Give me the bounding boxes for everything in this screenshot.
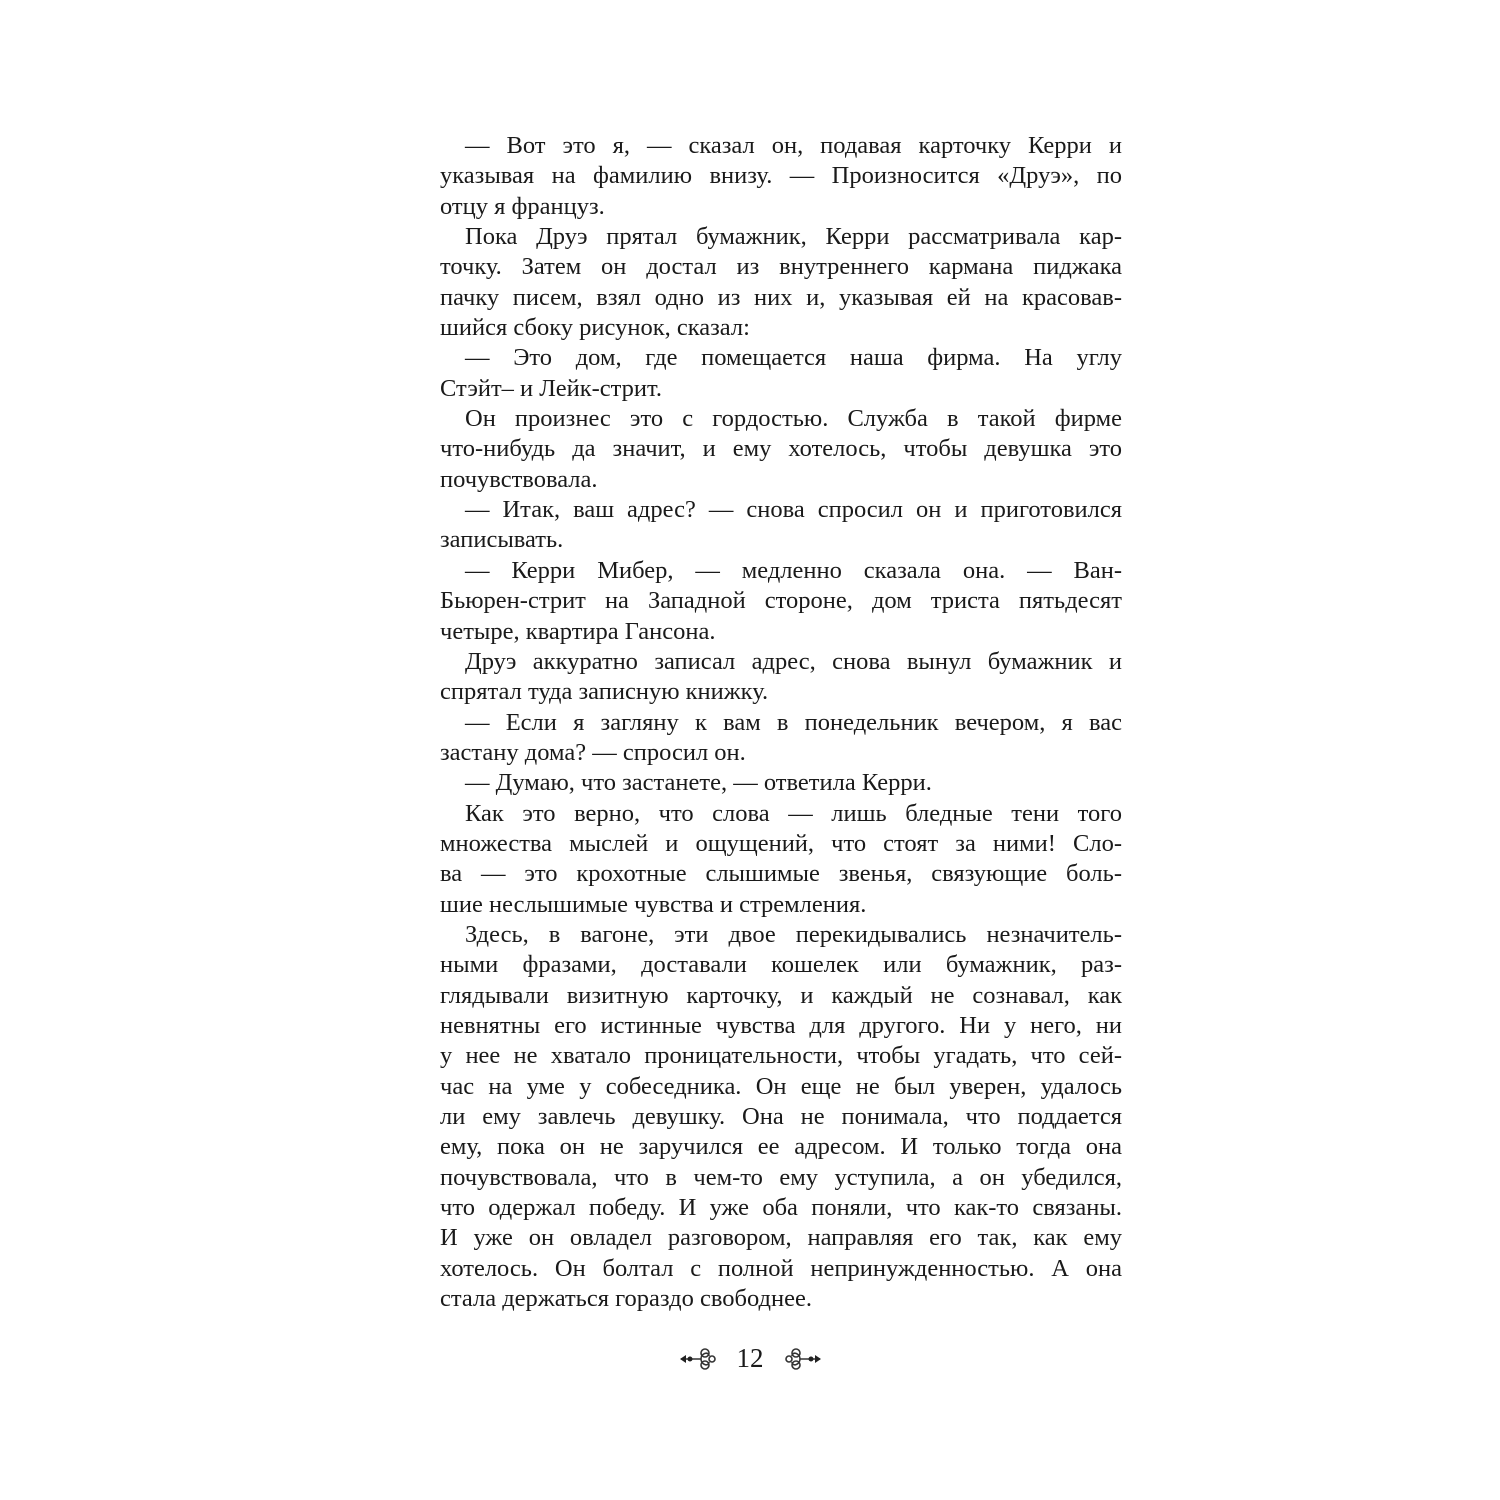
text-line: ными фразами, доставали кошелек или бумажник, раз- — [440, 951, 1122, 979]
fleuron-right-icon — [778, 1347, 822, 1371]
paragraph — [440, 556, 1122, 647]
page-number: 12 — [736, 1343, 764, 1373]
text-line: множества мыслей и ощущений, что стоят за ними! Сло- — [440, 829, 1122, 857]
paragraph — [440, 343, 1122, 404]
text-line: ва — это крохотные слышимые звенья, связующие боль- — [440, 860, 1122, 888]
text-line: ли ему завлечь девушку. Она не понимала, что поддается — [440, 1103, 1122, 1130]
text-line: — Думаю, что застанете, — ответила Керри. — [465, 769, 932, 797]
text-line: глядывали визитную карточку, и каждый не сознавал, как — [440, 981, 1122, 1009]
text-line: что-нибудь да значит, и ему хотелось, чтобы девушка это — [440, 435, 1122, 463]
text-line: пачку писем, взял одно из них и, указывая ей на красовав- — [440, 283, 1122, 311]
text-line: — Если я загляну к вам в понедельник вечером, я вас — [465, 708, 1122, 736]
paragraph — [440, 404, 1122, 495]
text-line: хотелось. Он болтал с полной непринужденностью. А она — [440, 1254, 1122, 1282]
text-line: почувствовала. — [440, 465, 598, 493]
paragraph — [440, 131, 1122, 222]
text-line: стала держаться гораздо свободнее. — [440, 1285, 812, 1313]
text-line: записывать. — [440, 526, 564, 554]
text-line: застану дома? — спросил он. — [440, 738, 746, 766]
paragraph — [440, 799, 1122, 920]
page-footer — [0, 1343, 1500, 1374]
text-line: отцу я француз. — [440, 192, 605, 220]
text-line: — Это дом, где помещается наша фирма. На углу — [465, 344, 1122, 372]
paragraph — [440, 222, 1122, 343]
text-line: почувствовала, что в чем-то ему уступила, а он убедился, — [440, 1163, 1122, 1191]
fleuron-left-icon — [679, 1347, 723, 1371]
text-line: что одержал победу. И уже оба поняли, что как-то связаны. — [440, 1194, 1122, 1222]
text-line: — Итак, ваш адрес? — снова спросил он и приготовился — [465, 496, 1122, 524]
paragraph — [440, 647, 1122, 708]
text-line: невнятны его истинные чувства для другого. Ни у него, ни — [440, 1011, 1122, 1039]
text-line: Здесь, в вагоне, эти двое перекидывались незначитель- — [465, 920, 1122, 948]
text-line: час на уме у собеседника. Он еще не был уверен, удалось — [440, 1072, 1122, 1100]
text-line: И уже он овладел разговором, направляя его так, как ему — [440, 1224, 1122, 1252]
text-line: Друэ аккуратно записал адрес, снова вынул бумажник и — [465, 647, 1122, 675]
text-line: шие неслышимые чувства и стремления. — [440, 890, 867, 918]
paragraph — [440, 920, 1122, 1314]
text-line: — Вот это я, — сказал он, подавая карточку Керри и — [465, 132, 1122, 159]
text-line: Бьюрен-стрит на Западной стороне, дом триста пятьдесят — [440, 587, 1122, 615]
text-line: точку. Затем он достал из внутреннего кармана пиджака — [440, 253, 1122, 281]
page-body-text — [440, 131, 1122, 1314]
paragraph — [440, 768, 1122, 798]
text-line: шийся сбоку рисунок, сказал: — [440, 314, 750, 342]
text-line: Стэйт– и Лейк-стрит. — [440, 374, 663, 402]
text-line: указывая на фамилию внизу. — Произносится «Друэ», по — [440, 162, 1122, 190]
text-line: Пока Друэ прятал бумажник, Керри рассматривала кар- — [465, 223, 1122, 251]
text-line: Он произнес это с гордостью. Служба в такой фирме — [465, 405, 1122, 433]
text-line: у нее не хватало проницательности, чтобы угадать, что сей- — [440, 1042, 1122, 1070]
paragraph — [440, 495, 1122, 556]
text-line: ему, пока он не заручился ее адресом. И только тогда она — [440, 1133, 1122, 1161]
text-line: четыре, квартира Гансона. — [440, 617, 716, 645]
text-line: Как это верно, что слова — лишь бледные тени того — [465, 799, 1122, 827]
text-line: — Керри Мибер, — медленно сказала она. — Ван- — [465, 556, 1122, 584]
text-line: спрятал туда записную книжку. — [440, 678, 769, 706]
paragraph — [440, 708, 1122, 769]
